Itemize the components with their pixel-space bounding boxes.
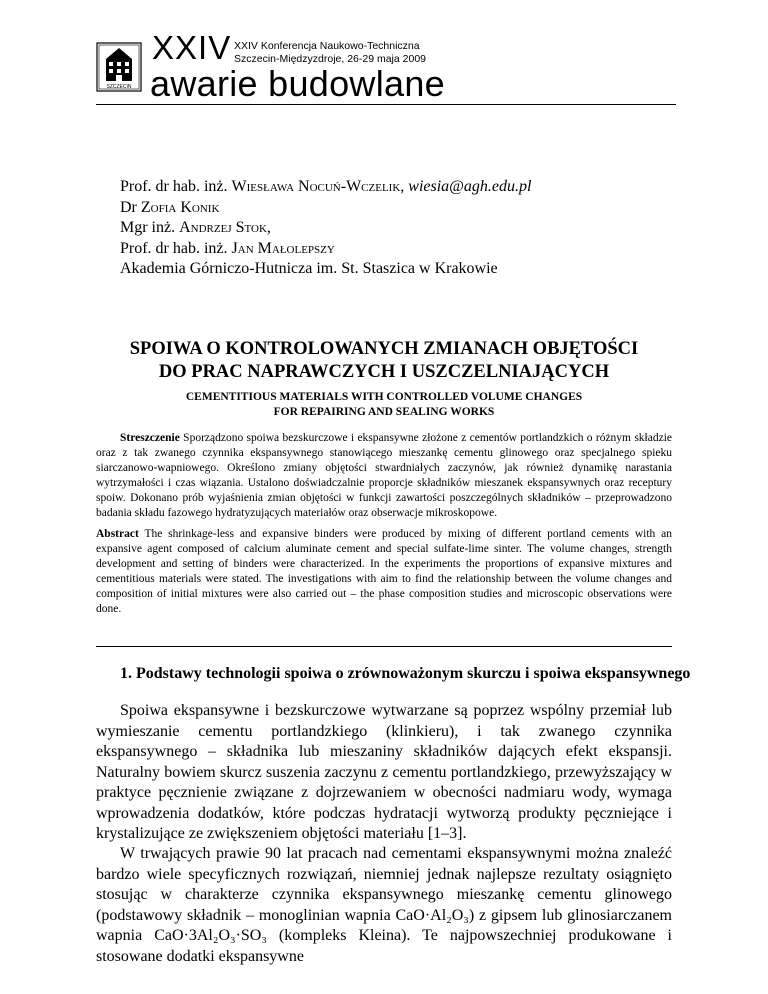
series-title: awarie budowlane — [150, 63, 445, 104]
conference-line-2: Szczecin-Międzyzdroje, 26-29 maja 2009 — [234, 53, 427, 65]
paper-subtitle-line-2: FOR REPAIRING AND SEALING WORKS — [273, 405, 495, 418]
author-4-title: Prof. dr hab. inż. — [120, 239, 232, 257]
conference-number: XXIV — [152, 29, 232, 66]
author-1: Prof. dr hab. inż. Wiesława Nocuń-Wczelik, wiesia@agh.edu.pl — [120, 178, 532, 195]
author-2-name: Zofia Konik — [140, 198, 220, 216]
abstract-english-label: Abstract — [96, 528, 139, 540]
paragraph-2-text-b: ) z gipsem lub glinosiarczanem wapnia — [96, 906, 672, 944]
author-3-name: Andrzej Stok — [179, 219, 267, 236]
affiliation: Akademia Górniczo-Hutnicza im. St. Staszica w Krakowie — [120, 260, 498, 277]
author-3-title: Mgr inż. — [120, 219, 180, 236]
abstract-divider — [96, 646, 672, 647]
author-block — [120, 177, 531, 280]
paper-subtitle — [96, 390, 672, 419]
author-2 — [120, 198, 531, 219]
author-1-email[interactable]: wiesia@agh.edu.pl — [408, 178, 532, 195]
paper-title-line-1: SPOIWA O KONTROLOWANYCH ZMIANACH OBJĘTOŚCI — [129, 339, 639, 359]
author-4-name: Jan Małolepszy — [231, 239, 335, 257]
abstract-english-text: The shrinkage-less and expansive binders were produced by mixing of different portland cements with an expansive agent composed of calcium aluminate cement and special sulfate-lime sinter. The volume changes, strength development and setting of binders were characterized. In the experiments the proportions of expansive mixtures and cementitious materials were stated. The investigations with aim to find the relationship between the volume changes and composition of initial mixtures were also carried out – the phase composition studies and microscopic observations were done. — [96, 528, 672, 615]
conference-line-1: XXIV Konferencja Naukowo-Techniczna — [234, 40, 420, 52]
logo-label: SZCZECIN — [106, 84, 132, 90]
author-2-title: Dr — [120, 198, 141, 216]
author-3-suffix: , — [266, 219, 271, 236]
paragraph-2-text-c: (kompleks Kleina). Te najpowszechniej produkowane i stosowane dodatki ekspansywne — [96, 927, 673, 965]
header-divider — [96, 104, 676, 105]
author-1-name: Wiesława Nocuń-Wczelik — [231, 178, 401, 195]
paper-title-line-2: DO PRAC NAPRAWCZYCH I USZCZELNIAJĄCYCH — [158, 362, 610, 382]
paper-subtitle-line-1: CEMENTITIOUS MATERIALS WITH CONTROLLED VOLUME CHANGES — [185, 391, 583, 403]
building-logo-icon — [96, 42, 142, 92]
abstract-english — [96, 527, 672, 617]
paper-title — [96, 338, 672, 384]
author-3 — [120, 218, 531, 239]
conference-logo — [96, 42, 142, 92]
paragraph-2-text-a: W trwających prawie 90 lat pracach nad cementami ekspansywnymi można znaleźć bardzo wiele specyficznych rozwiązań, niemniej jednak najlepsze rezultaty osiągnięto stosując w charakterze czynnika ekspansywnego mieszankę cementu glinowego (podstawowy składnik – monoglinian wapnia — [96, 845, 672, 924]
section-1-paragraph-1: Spoiwa ekspansywne i bezskurczowe wytwarzane są poprzez wspólny przemiał lub wymieszanie cementu portlandzkiego (klinkieru), i tak zwanego czynnika ekspansywnego – składnika lub mieszaniny składników dających efekt ekspansji. Naturalny bowiem skurcz suszenia zaczynu z cementu portlandzkiego, przewyższający w praktyce pęcznienie związane z dojrzewaniem w obecności nadmiaru wody, wymaga wprowadzenia dodatków, które podczas hydratacji wytworzą produkty pęczniejące i krystalizujące ze zwiększeniem objętości materiału [1–3]. — [96, 702, 672, 842]
author-4 — [120, 239, 531, 260]
author-1-title: Prof. dr hab. inż. — [120, 178, 232, 195]
section-1-heading: 1. Podstawy technologii spoiwa o zrównoważonym skurczu i spoiwa ekspansywnego — [120, 665, 691, 682]
abstract-polish-text: Sporządzono spoiwa bezskurczowe i ekspansywne złożone z cementów portlandzkich o różnym składzie oraz z tak zwanego czynnika ekspansywnego stanowiącego mieszankę cementu glinowego oraz specjalnego spieku siarczanowo-wapniowego. Określono zmiany objętości stwardniałych zaczynów, jak również dynamikę narastania wytrzymałości i czas wiązania. Ustalono doświadczalnie proporcje składników mieszanek ekspansywnych oraz receptury spoiw. Dokonano prób wyjaśnienia zmian objętości w funkcji zawartości poszczególnych składników – przeprowadzono badania składu fazowego hydratyzujących materiałów oraz obserwacje mikroskopowe. — [96, 432, 673, 519]
abstract-polish — [96, 431, 672, 521]
formula-monocalcium-aluminate: CaO·Al₂O₃ — [395, 906, 469, 924]
abstract-polish-label: Streszczenie — [120, 432, 180, 444]
section-1-paragraph-2 — [96, 844, 672, 967]
formula-klein-complex: CaO·3Al₂O₃·SO₃ — [154, 927, 267, 944]
